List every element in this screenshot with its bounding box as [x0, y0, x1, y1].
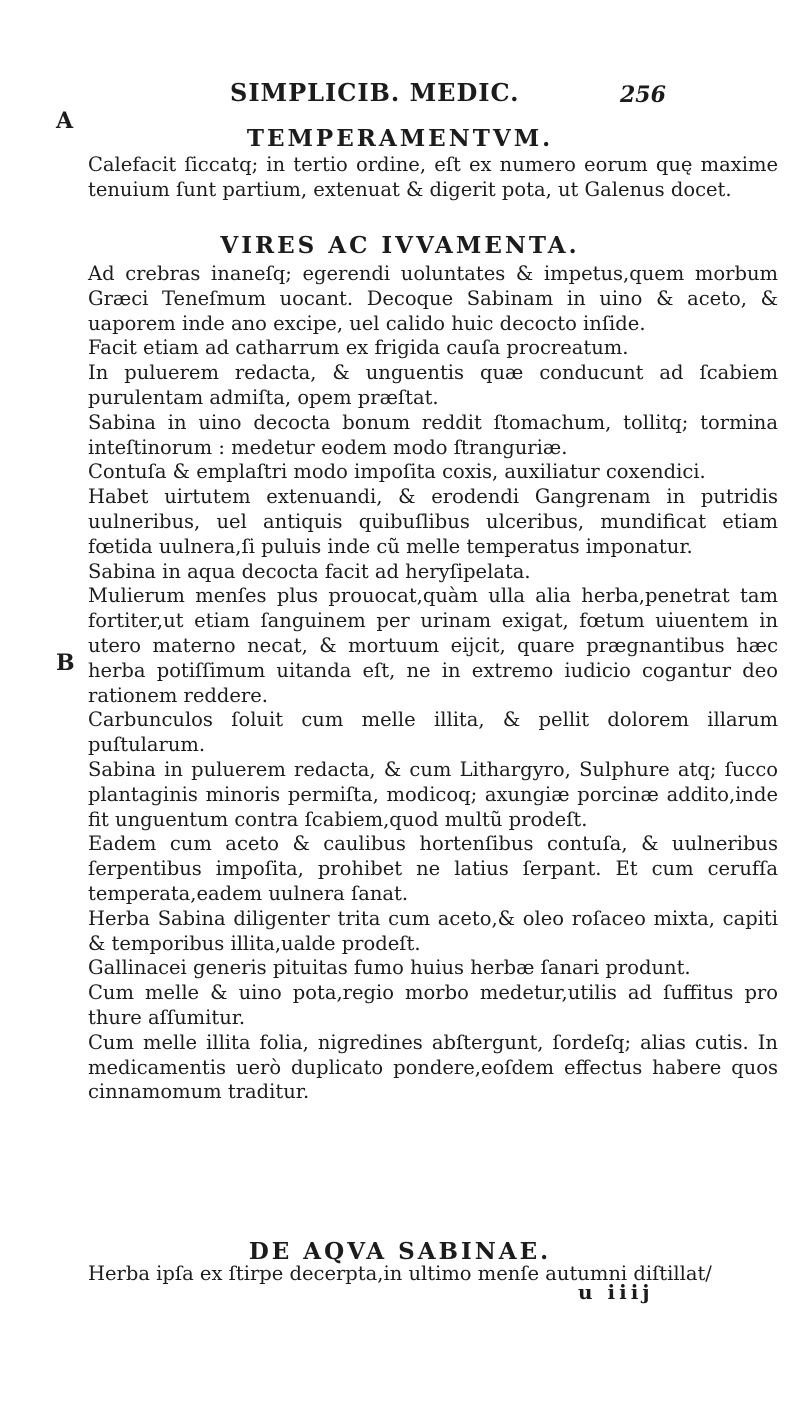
- vires-paragraph: Cum melle & uino pota,regio morbo medetur,utilis ad ſuffitus pro thure aſſumitur.: [88, 981, 778, 1029]
- temperamentum-paragraph: Calefacit ſiccatq; in tertio ordine, eſt ex numero eorum quę maxime tenuium ſunt partium, extenuat & digerit pota, ut Galenus docet.: [88, 153, 778, 201]
- vires-paragraph: Eadem cum aceto & caulibus hortenſibus contuſa, & uulneribus ſerpentibus impoſita, prohibet ne latius ſerpant. Et cum cerufſa temperata,eadem uulnera ſanat.: [88, 832, 778, 905]
- vires-paragraph: Carbunculos ſoluit cum melle illita, & pellit dolorem illarum puſtularum.: [88, 708, 778, 757]
- vires-paragraph: Facit etiam ad catharrum ex frigida cauſa procreatum.: [88, 336, 629, 360]
- vires-paragraph: Sabina in puluerem redacta, & cum Lithargyro, Sulphure atq; ſucco plantaginis minoris permiſta, modicoq; axungiæ porcinæ addito,inde fit unguentum contra ſcabiem,quod multũ prodeſt.: [88, 757, 778, 831]
- running-head: SIMPLICIB. MEDIC.: [230, 78, 520, 107]
- heading-vires: VIRES AC IVVAMENTA.: [220, 232, 580, 259]
- vires-paragraph: In puluerem redacta, & unguentis quæ conducunt ad ſcabiem purulentam admiſta, opem præſtat.: [88, 361, 778, 409]
- vires-paragraph: Gallinacei generis pituitas fumo huius herbæ ſanari produnt.: [88, 956, 691, 980]
- vires-paragraph: Mulierum menſes plus prouocat,quàm ulla alia herba,penetrat tam fortiter,ut etiam ſanguinem per urinam exigat, fœtum uiuentem in utero materno necat, & mortuum eijcit, quare prægnantibus hæc herba potiſſimum uitanda eſt, ne in extremo iudicio cogantur deo rationem reddere.: [88, 584, 778, 707]
- vires-paragraph: Cum melle illita folia, nigredines abſtergunt, ſordeſq; alias cutis. In medicamentis uerò duplicato pondere,eoſdem effectus habere quos cinnamomum traditur.: [88, 1030, 778, 1104]
- vires-text-block: [88, 262, 778, 1105]
- vires-paragraph: Habet uirtutem extenuandi, & erodendi Gangrenam in putridis uulneribus, uel antiquis quibuſlibus ulceribus, mundificat etiam fœtida uulnera,ſi puluis inde cũ melle temperatus imponatur.: [88, 485, 778, 558]
- heading-de-aqua-sabinae: DE AQVA SABINAE.: [248, 1238, 552, 1265]
- vires-paragraph: Herba Sabina diligenter trita cum aceto,& oleo roſaceo mixta, capiti & temporibus illita,ualde prodeſt.: [88, 906, 778, 955]
- aqua-text-block: [88, 1262, 778, 1287]
- signature-mark: u iiij: [578, 1280, 654, 1304]
- vires-paragraph: Sabina in uino decocta bonum reddit ſtomachum, tollitq; tormina inteſtinorum : medetur eodem modo ſtranguriæ.: [88, 410, 778, 459]
- vires-paragraph: Contuſa & emplaſtri modo impoſita coxis, auxiliatur coxendici.: [88, 460, 706, 484]
- temperamentum-text-block: [88, 153, 778, 203]
- folio-number: 256: [620, 82, 666, 108]
- heading-temperamentum: TEMPERAMENTVM.: [246, 125, 554, 152]
- margin-letter-a: A: [56, 108, 74, 134]
- vires-paragraph: Sabina in aqua decocta facit ad heryſipelata.: [88, 559, 531, 583]
- vires-paragraph: Ad crebras inaneſq; egerendi uoluntates & impetus,quem morbum Græci Teneſmum uocant. Decoque Sabinam in uino & aceto, & uaporem inde ano excipe, uel calido huic decocto inſide.: [88, 262, 778, 335]
- margin-letter-b: B: [56, 650, 75, 676]
- aqua-paragraph: Herba ipſa ex ſtirpe decerpta,in ultimo menſe autumni diſtillat/: [88, 1262, 712, 1285]
